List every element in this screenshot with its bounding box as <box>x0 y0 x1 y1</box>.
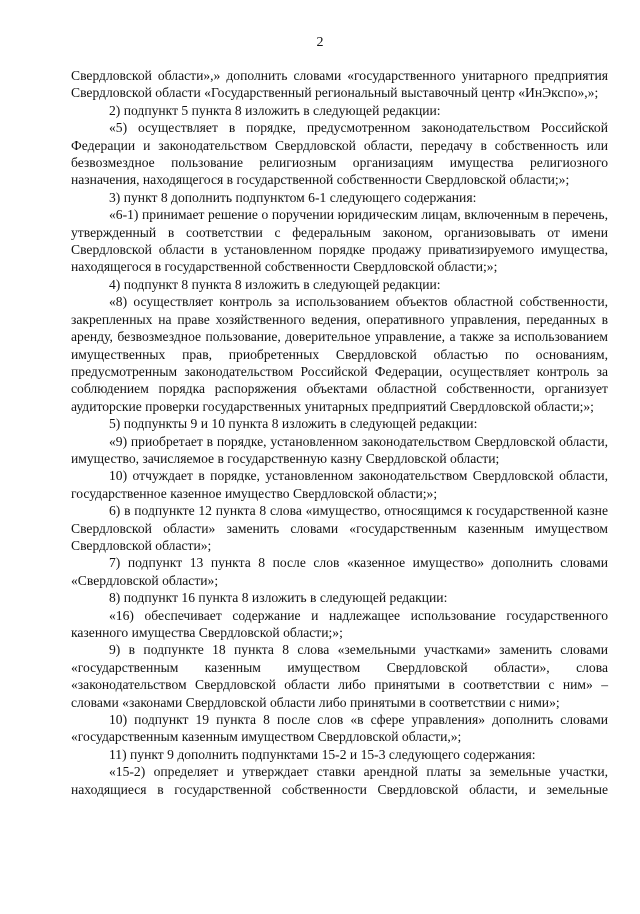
paragraph-item-9: 9) в подпункте 18 пункта 8 слова «земельными участками» заменить словами «государственным казенным имуществом Свердловской области», слова «законодательством Свердловской области либо принятыми в соответствии с ним» – словами «законами Свердловской области либо принятыми в соответствии с ними»; <box>71 642 608 710</box>
paragraph-quote-8: «8) осуществляет контроль за использованием объектов областной собственности, закрепленных на праве хозяйственного ведения, оперативного управления, переданных в аренду, безвозмездное пользование, доверительное управление, а также за использованием имущественных прав, приобретенных Свердловской областью по основаниям, предусмотренным законодательством Российской Федерации, осуществляет контроль за соблюдением порядка распоряжения объектами областной собственности, организует аудиторские проверки государственных унитарных предприятий Свердловской области;»; <box>71 294 608 414</box>
paragraph-quote-16: «16) обеспечивает содержание и надлежащее использование государственного казенного имущества Свердловской области;»; <box>71 607 608 640</box>
paragraph-item-6: 6) в подпункте 12 пункта 8 слова «имущество, относящимся к государственной казне Свердловской области» заменить словами «государственным казенным имуществом Свердловской области»; <box>71 503 608 553</box>
paragraph-item-4: 4) подпункт 8 пункта 8 изложить в следующей редакции: <box>109 276 441 292</box>
paragraph-item-10: 10) подпункт 19 пункта 8 после слов «в сфере управления» дополнить словами «государственным казенным имуществом Свердловской области,»; <box>71 712 608 745</box>
paragraph-quote-15-2: «15-2) определяет и утверждает ставки арендной платы за земельные участки, находящиеся в государственной собственности Свердловской области, и земельные <box>71 764 608 797</box>
page-number: 2 <box>316 35 324 50</box>
paragraph-item-8: 8) подпункт 16 пункта 8 изложить в следующей редакции: <box>109 590 448 606</box>
paragraph-item-5: 5) подпункты 9 и 10 пункта 8 изложить в следующей редакции: <box>109 416 478 432</box>
paragraph-item-2: 2) подпункт 5 пункта 8 изложить в следующей редакции: <box>109 102 441 118</box>
paragraph-quote-5: «5) осуществляет в порядке, предусмотренном законодательством Российской Федерации и законодательством Свердловской области, передачу в собственность или безвозмездное пользование религиозным организациям имущества религиозного назначения, находящегося в государственной собственности Свердловской области;»; <box>71 120 608 188</box>
paragraph-item-7: 7) подпункт 13 пункта 8 после слов «казенное имущество» дополнить словами «Свердловской области»; <box>71 555 608 588</box>
paragraph-item-11: 11) пункт 9 дополнить подпунктами 15-2 и 15-3 следующего содержания: <box>109 746 536 762</box>
paragraph-quote-9: «9) приобретает в порядке, установленном законодательством Свердловской области, имущество, зачисляемое в государственную казну Свердловской области; <box>71 433 608 466</box>
document-body <box>71 67 608 798</box>
paragraph-continuation: Свердловской области»,» дополнить словами «государственного унитарного предприятия Свердловской области «Государственный региональный выставочный центр «ИнЭкспо»,»; <box>71 68 608 101</box>
paragraph-quote-6-1: «6-1) принимает решение о поручении юридическим лицам, включенным в перечень, утвержденный в соответствии с федеральным законом, организовывать от имени Свердловской области в установленном порядке продажу приватизируемого имущества, находящегося в государственной собственности Свердловской области;»; <box>71 207 608 275</box>
paragraph-quote-10: 10) отчуждает в порядке, установленном законодательством Свердловской области, государственное казенное имущество Свердловской области;»; <box>71 468 608 501</box>
paragraph-item-3: 3) пункт 8 дополнить подпунктом 6-1 следующего содержания: <box>109 189 477 205</box>
